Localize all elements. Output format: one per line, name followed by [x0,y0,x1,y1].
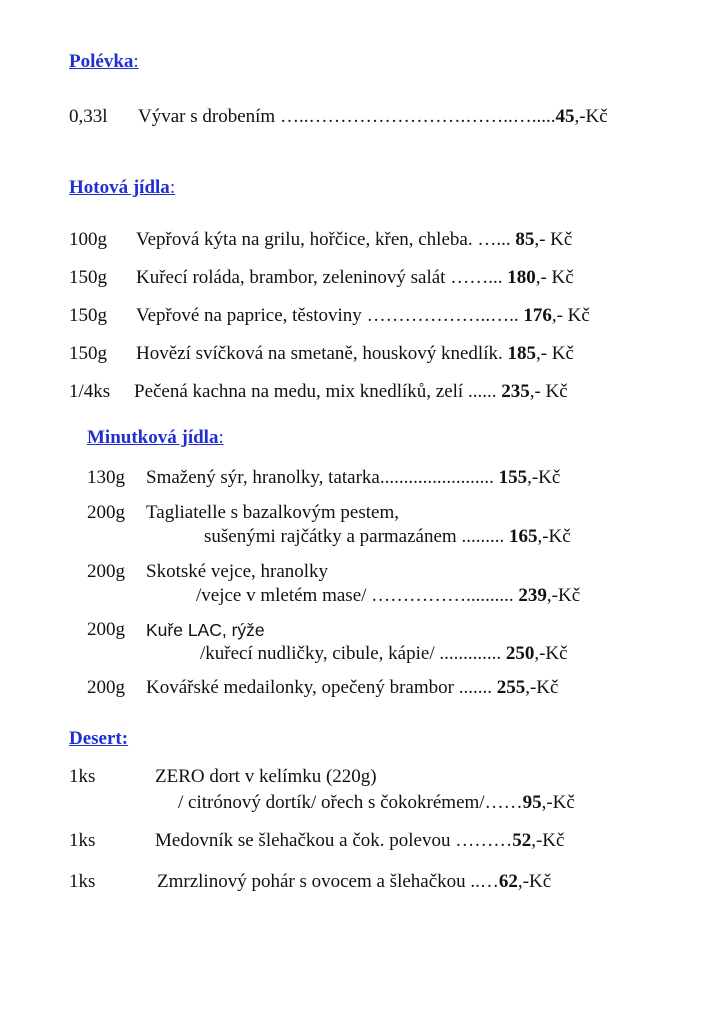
menu-item-qty: 200g [87,561,125,582]
menu-item [146,677,558,699]
menu-item-name: Tagliatelle s bazalkovým pestem, [146,502,399,523]
menu-item-price: 180 [507,267,536,288]
menu-item-qty: 200g [87,619,125,640]
menu-item-price: 255 [496,677,526,698]
currency: ,-Kč [541,792,575,813]
menu-item-price: 235 [501,381,530,402]
menu-item-qty: 150g [69,267,107,288]
leader-dots: ....... [453,677,497,698]
menu-item-name: Vývar s drobením [138,106,276,127]
menu-item-description: /kuřecí nudličky, cibule, kápie/ [200,643,435,664]
menu-item [204,526,571,548]
menu-item-description: sušenými rajčátky a parmazánem [204,526,457,547]
menu-item-name: Kuře LAC, rýže [146,620,265,640]
menu-item [146,467,560,489]
menu-item-name: Kuřecí roláda, brambor, zeleninový salát [136,267,446,288]
menu-item-price: 45 [555,106,575,127]
currency: ,-Kč [525,677,559,698]
section-heading-ready-meals: Hotová jídla: [69,177,176,198]
section-heading-minute-meals: Minutková jídla: [87,427,224,448]
menu-item-name: Vepřová kýta na grilu, hořčice, křen, chleba. [136,229,473,250]
menu-item-price: 62 [498,871,518,892]
currency: ,- Kč [529,381,568,402]
menu-item [196,585,580,607]
menu-item-qty: 1ks [69,766,96,787]
menu-item-qty: 200g [87,502,125,523]
menu-item [136,305,590,327]
leader-dots: ………………..….. [361,305,524,326]
currency: ,-Kč [534,643,568,664]
menu-item-qty: 130g [87,467,125,488]
menu-item [155,830,564,852]
currency: ,-Kč [574,106,608,127]
menu-item-qty: 0,33l [69,106,108,127]
menu-item-description: / citrónový dortík/ ořech s čokokrémem/ [178,792,485,813]
menu-item-price: 239 [518,585,547,606]
leader-dots: ......... [456,526,509,547]
menu-item-price: 85 [515,229,535,250]
menu-item-qty: 1/4ks [69,381,111,402]
menu-item-price: 250 [505,643,535,664]
menu-item-name: Kovářské medailonky, opečený brambor [146,677,454,698]
menu-item-price: 176 [523,305,552,326]
leader-dots: ...... [463,381,502,402]
section-heading-soup: Polévka: [69,51,139,72]
leader-dots: ........................ [379,467,499,488]
menu-item-price: 165 [508,526,538,547]
menu-item [136,343,574,365]
leader-dots: ............. [434,643,506,664]
menu-item [136,267,574,289]
currency: ,- Kč [535,267,574,288]
menu-item [178,792,575,814]
menu-item-qty: 150g [69,343,107,364]
menu-item-price: 95 [522,792,542,813]
leader-dots: ……… [450,830,513,851]
leader-dots: …………….......... [366,585,519,606]
menu-item [200,643,568,665]
menu-item-name: Smažený sýr, hranolky, tatarka [146,467,380,488]
currency: ,-Kč [546,585,581,606]
menu-item-description: /vejce v mletém mase/ [196,585,367,606]
currency: ,-Kč [517,871,552,892]
menu-item-name: Hovězí svíčková na smetaně, houskový knedlík. [136,343,503,364]
menu-item-price: 155 [498,467,528,488]
menu-item-price: 52 [512,830,532,851]
menu-item [157,871,551,893]
leader-dots: ……... [445,267,508,288]
menu-item [134,381,568,403]
menu-item-qty: 1ks [69,871,96,892]
menu-item-price: 185 [507,343,536,364]
leader-dots: …… [484,792,523,813]
menu-item-name: Zmrzlinový pohár s ovocem a šlehačkou [157,871,466,892]
currency: ,- Kč [535,343,574,364]
menu-item-name: Pečená kachna na medu, mix knedlíků, zelí [134,381,464,402]
leader-dots: ..… [465,871,499,892]
menu-item-name: ZERO dort v kelímku (220g) [155,766,377,787]
section-heading-dessert: Desert: [69,728,129,749]
menu-item-name: Medovník se šlehačkou a čok. polevou [155,830,451,851]
menu-item-name: Skotské vejce, hranolky [146,561,329,582]
currency: ,-Kč [531,830,565,851]
leader-dots: …..…………………….……..…..... [275,106,556,127]
menu-item-name: Vepřové na paprice, těstoviny [136,305,362,326]
menu-item-qty: 200g [87,677,125,698]
currency: ,- Kč [534,229,573,250]
menu-item [136,229,572,251]
currency: ,-Kč [527,467,561,488]
leader-dots: …... [472,229,516,250]
currency: ,- Kč [551,305,590,326]
menu-item-qty: 100g [69,229,107,250]
menu-item-qty: 150g [69,305,107,326]
currency: ,-Kč [537,526,571,547]
menu-item-qty: 1ks [69,830,96,851]
menu-item [138,106,608,128]
